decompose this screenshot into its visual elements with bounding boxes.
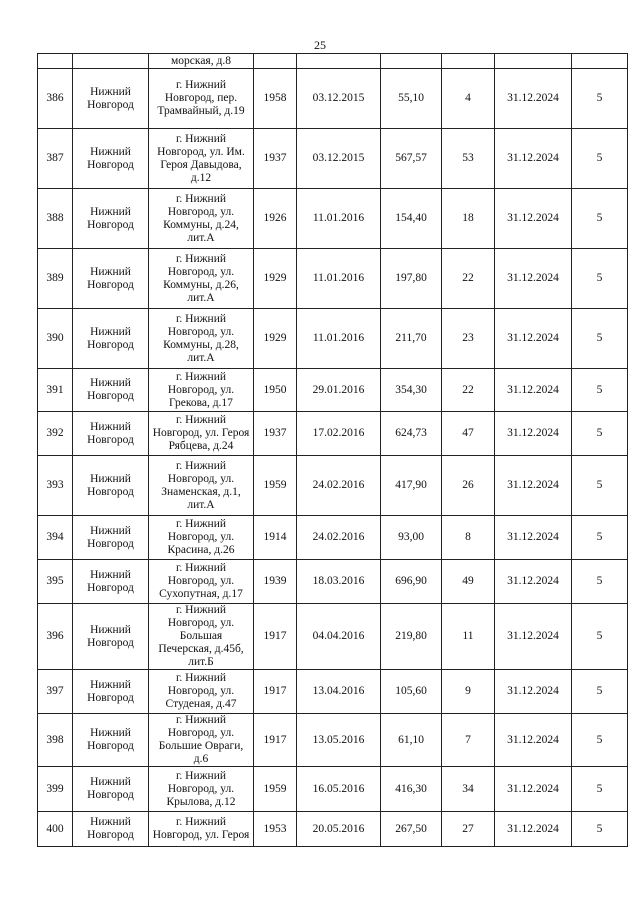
page-number: 25 bbox=[314, 38, 326, 52]
year-cell: 1937 bbox=[254, 129, 297, 189]
year-cell: 1926 bbox=[254, 189, 297, 249]
area-cell: 154,40 bbox=[381, 189, 442, 249]
term-cell: 5 bbox=[572, 560, 628, 604]
city-cell: Нижний Новгород bbox=[73, 129, 149, 189]
date-cell: 20.05.2016 bbox=[297, 812, 381, 847]
count-cell: 4 bbox=[442, 69, 495, 129]
city-cell: Нижний Новгород bbox=[73, 369, 149, 412]
city-cell: Нижний Новгород bbox=[73, 560, 149, 604]
deadline-cell: 31.12.2024 bbox=[495, 129, 572, 189]
city-cell: Нижний Новгород bbox=[73, 812, 149, 847]
deadline-cell: 31.12.2024 bbox=[495, 369, 572, 412]
table-row bbox=[38, 369, 628, 412]
count-cell: 23 bbox=[442, 309, 495, 369]
count-cell: 22 bbox=[442, 369, 495, 412]
row-number-cell: 397 bbox=[38, 670, 73, 714]
year-cell: 1917 bbox=[254, 670, 297, 714]
date-cell: 03.12.2015 bbox=[297, 69, 381, 129]
date-cell: 24.02.2016 bbox=[297, 516, 381, 560]
row-number-cell: 392 bbox=[38, 412, 73, 456]
table-row-continuation bbox=[38, 54, 628, 69]
deadline-cell: 31.12.2024 bbox=[495, 812, 572, 847]
area-cell: 416,30 bbox=[381, 767, 442, 812]
area-cell: 211,70 bbox=[381, 309, 442, 369]
year-cell: 1939 bbox=[254, 560, 297, 604]
deadline-cell: 31.12.2024 bbox=[495, 189, 572, 249]
city-cell: Нижний Новгород bbox=[73, 249, 149, 309]
year-cell: 1958 bbox=[254, 69, 297, 129]
term-cell: 5 bbox=[572, 604, 628, 670]
table-row bbox=[38, 812, 628, 847]
count-cell: 9 bbox=[442, 670, 495, 714]
row-number-cell: 386 bbox=[38, 69, 73, 129]
term-cell: 5 bbox=[572, 129, 628, 189]
count-cell: 47 bbox=[442, 412, 495, 456]
date-cell: 11.01.2016 bbox=[297, 249, 381, 309]
city-cell: Нижний Новгород bbox=[73, 456, 149, 516]
term-cell: 5 bbox=[572, 516, 628, 560]
address-cell: морская, д.8 bbox=[149, 54, 254, 69]
row-number-cell: 389 bbox=[38, 249, 73, 309]
table-row bbox=[38, 560, 628, 604]
date-cell: 03.12.2015 bbox=[297, 129, 381, 189]
table-row bbox=[38, 412, 628, 456]
table-row bbox=[38, 767, 628, 812]
year-cell: 1950 bbox=[254, 369, 297, 412]
city-cell: Нижний Новгород bbox=[73, 189, 149, 249]
area-cell: 417,90 bbox=[381, 456, 442, 516]
year-cell: 1959 bbox=[254, 456, 297, 516]
address-cell: г. Нижний Новгород, ул. Им. Героя Давыдова, д.12 bbox=[149, 129, 254, 189]
table-row bbox=[38, 69, 628, 129]
address-cell: г. Нижний Новгород, ул. Коммуны, д.28, лит.А bbox=[149, 309, 254, 369]
area-cell: 197,80 bbox=[381, 249, 442, 309]
address-cell: г. Нижний Новгород, ул. Крылова, д.12 bbox=[149, 767, 254, 812]
row-number-cell: 396 bbox=[38, 604, 73, 670]
address-cell: г. Нижний Новгород, ул. Студеная, д.47 bbox=[149, 670, 254, 714]
city-cell: Нижний Новгород bbox=[73, 412, 149, 456]
term-cell: 5 bbox=[572, 456, 628, 516]
table-row bbox=[38, 714, 628, 767]
year-cell: 1929 bbox=[254, 249, 297, 309]
city-cell: Нижний Новгород bbox=[73, 670, 149, 714]
date-cell: 18.03.2016 bbox=[297, 560, 381, 604]
deadline-cell: 31.12.2024 bbox=[495, 249, 572, 309]
year-cell: 1917 bbox=[254, 604, 297, 670]
term-cell: 5 bbox=[572, 369, 628, 412]
area-cell: 567,57 bbox=[381, 129, 442, 189]
deadline-cell: 31.12.2024 bbox=[495, 69, 572, 129]
address-cell: г. Нижний Новгород, ул. Сухопутная, д.17 bbox=[149, 560, 254, 604]
count-cell: 27 bbox=[442, 812, 495, 847]
deadline-cell: 31.12.2024 bbox=[495, 412, 572, 456]
deadline-cell: 31.12.2024 bbox=[495, 456, 572, 516]
count-cell: 49 bbox=[442, 560, 495, 604]
row-number-cell: 395 bbox=[38, 560, 73, 604]
term-cell: 5 bbox=[572, 249, 628, 309]
area-cell: 624,73 bbox=[381, 412, 442, 456]
year-cell: 1937 bbox=[254, 412, 297, 456]
address-cell: г. Нижний Новгород, ул. Коммуны, д.24, лит.А bbox=[149, 189, 254, 249]
term-cell: 5 bbox=[572, 714, 628, 767]
count-cell: 8 bbox=[442, 516, 495, 560]
term-cell: 5 bbox=[572, 309, 628, 369]
address-cell: г. Нижний Новгород, ул. Грекова, д.17 bbox=[149, 369, 254, 412]
table-row bbox=[38, 309, 628, 369]
term-cell: 5 bbox=[572, 767, 628, 812]
city-cell: Нижний Новгород bbox=[73, 69, 149, 129]
city-cell: Нижний Новгород bbox=[73, 516, 149, 560]
address-cell: г. Нижний Новгород, пер. Трамвайный, д.19 bbox=[149, 69, 254, 129]
deadline-cell: 31.12.2024 bbox=[495, 604, 572, 670]
term-cell: 5 bbox=[572, 670, 628, 714]
count-cell: 18 bbox=[442, 189, 495, 249]
date-cell: 13.05.2016 bbox=[297, 714, 381, 767]
count-cell: 11 bbox=[442, 604, 495, 670]
row-number-cell: 390 bbox=[38, 309, 73, 369]
area-cell: 267,50 bbox=[381, 812, 442, 847]
year-cell: 1929 bbox=[254, 309, 297, 369]
count-cell: 26 bbox=[442, 456, 495, 516]
table-row bbox=[38, 189, 628, 249]
area-cell: 61,10 bbox=[381, 714, 442, 767]
deadline-cell: 31.12.2024 bbox=[495, 714, 572, 767]
area-cell: 354,30 bbox=[381, 369, 442, 412]
table-row bbox=[38, 249, 628, 309]
deadline-cell: 31.12.2024 bbox=[495, 670, 572, 714]
city-cell: Нижний Новгород bbox=[73, 309, 149, 369]
row-number-cell: 387 bbox=[38, 129, 73, 189]
row-number-cell: 388 bbox=[38, 189, 73, 249]
address-cell: г. Нижний Новгород, ул. Большая Печерская, д.45б, лит.Б bbox=[149, 604, 254, 670]
year-cell: 1917 bbox=[254, 714, 297, 767]
deadline-cell: 31.12.2024 bbox=[495, 560, 572, 604]
table-row bbox=[38, 129, 628, 189]
table-row bbox=[38, 604, 628, 670]
address-cell: г. Нижний Новгород, ул. Большие Овраги, д.6 bbox=[149, 714, 254, 767]
date-cell: 16.05.2016 bbox=[297, 767, 381, 812]
table-row bbox=[38, 516, 628, 560]
date-cell: 13.04.2016 bbox=[297, 670, 381, 714]
date-cell: 04.04.2016 bbox=[297, 604, 381, 670]
address-cell: г. Нижний Новгород, ул. Героя Рябцева, д.24 bbox=[149, 412, 254, 456]
deadline-cell: 31.12.2024 bbox=[495, 767, 572, 812]
date-cell: 11.01.2016 bbox=[297, 189, 381, 249]
deadline-cell: 31.12.2024 bbox=[495, 309, 572, 369]
housing-register-table bbox=[37, 53, 628, 847]
row-number-cell: 391 bbox=[38, 369, 73, 412]
area-cell: 696,90 bbox=[381, 560, 442, 604]
row-number-cell: 399 bbox=[38, 767, 73, 812]
address-cell: г. Нижний Новгород, ул. Знаменская, д.1, лит.А bbox=[149, 456, 254, 516]
city-cell: Нижний Новгород bbox=[73, 714, 149, 767]
area-cell: 93,00 bbox=[381, 516, 442, 560]
row-number-cell: 393 bbox=[38, 456, 73, 516]
date-cell: 29.01.2016 bbox=[297, 369, 381, 412]
date-cell: 24.02.2016 bbox=[297, 456, 381, 516]
count-cell: 7 bbox=[442, 714, 495, 767]
term-cell: 5 bbox=[572, 812, 628, 847]
row-number-cell: 400 bbox=[38, 812, 73, 847]
address-cell: г. Нижний Новгород, ул. Красина, д.26 bbox=[149, 516, 254, 560]
term-cell: 5 bbox=[572, 189, 628, 249]
row-number-cell: 398 bbox=[38, 714, 73, 767]
area-cell: 55,10 bbox=[381, 69, 442, 129]
date-cell: 11.01.2016 bbox=[297, 309, 381, 369]
city-cell: Нижний Новгород bbox=[73, 767, 149, 812]
address-cell: г. Нижний Новгород, ул. Героя bbox=[149, 812, 254, 847]
year-cell: 1953 bbox=[254, 812, 297, 847]
count-cell: 53 bbox=[442, 129, 495, 189]
count-cell: 34 bbox=[442, 767, 495, 812]
table-row bbox=[38, 456, 628, 516]
address-cell: г. Нижний Новгород, ул. Коммуны, д.26, лит.А bbox=[149, 249, 254, 309]
row-number-cell: 394 bbox=[38, 516, 73, 560]
term-cell: 5 bbox=[572, 412, 628, 456]
date-cell: 17.02.2016 bbox=[297, 412, 381, 456]
count-cell: 22 bbox=[442, 249, 495, 309]
year-cell: 1914 bbox=[254, 516, 297, 560]
year-cell: 1959 bbox=[254, 767, 297, 812]
area-cell: 219,80 bbox=[381, 604, 442, 670]
deadline-cell: 31.12.2024 bbox=[495, 516, 572, 560]
city-cell: Нижний Новгород bbox=[73, 604, 149, 670]
term-cell: 5 bbox=[572, 69, 628, 129]
table-row bbox=[38, 670, 628, 714]
area-cell: 105,60 bbox=[381, 670, 442, 714]
